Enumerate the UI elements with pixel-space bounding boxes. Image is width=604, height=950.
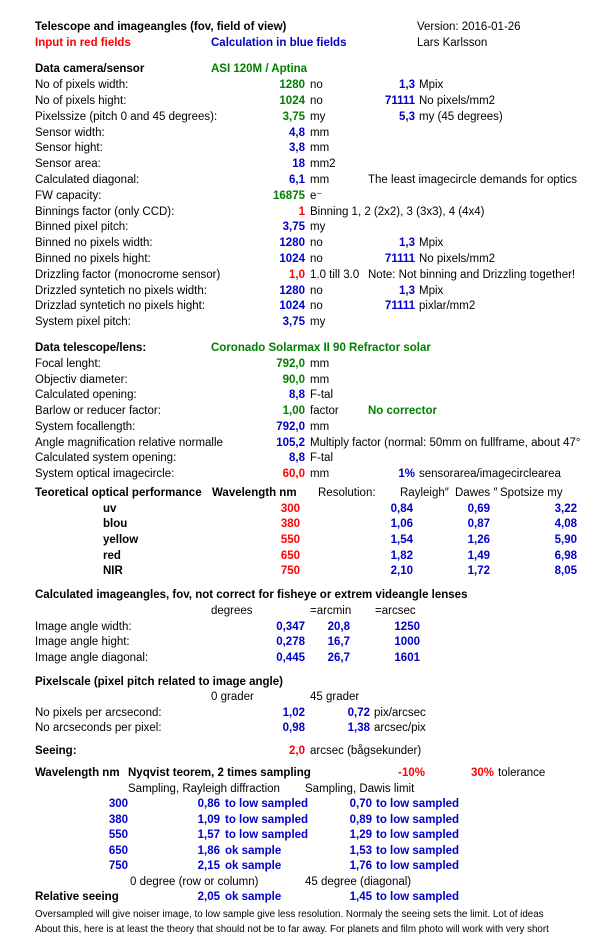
cell-1-29: 1,29 xyxy=(349,829,372,841)
cell-1-45: 1,45 xyxy=(349,891,372,903)
cell-1-49: 1,49 xyxy=(467,550,490,562)
row-54 xyxy=(0,923,604,938)
cell-no: no xyxy=(310,237,323,249)
cell-1-0-till-3-0: 1.0 till 3.0 xyxy=(310,269,360,281)
row-36 xyxy=(0,620,604,635)
cell-1-09: 1,09 xyxy=(197,814,220,826)
row-22 xyxy=(0,388,604,403)
cell-barlow-or-reducer-factor: Barlow or reducer factor: xyxy=(35,405,161,417)
cell-1000: 1000 xyxy=(394,636,420,648)
cell-to-low-sampled: to low sampled xyxy=(376,891,460,903)
cell-3-22: 3,22 xyxy=(554,503,577,515)
cell-71111: 71111 xyxy=(384,95,415,107)
cell-my: my xyxy=(310,221,326,233)
row-23 xyxy=(0,404,604,419)
cell-to-low-sampled: to low sampled xyxy=(376,829,460,841)
cell-coronado-solarmax-ii-90-refractor-solar: Coronado Solarmax II 90 Refractor solar xyxy=(211,342,431,354)
cell-650: 650 xyxy=(108,845,128,857)
row-33 xyxy=(0,564,604,579)
cell-5-90: 5,90 xyxy=(554,534,577,546)
row-43 xyxy=(0,744,604,759)
cell-seeing: Seeing: xyxy=(35,745,77,757)
cell-image-angle-hight: Image angle hight: xyxy=(35,636,130,648)
cell-0-86: 0,86 xyxy=(197,798,220,810)
row-46 xyxy=(0,797,604,812)
cell-6-98: 6,98 xyxy=(554,550,577,562)
cell-16-7: 16,7 xyxy=(327,636,350,648)
row-28 xyxy=(0,486,604,501)
cell-system-focallength: System focallength: xyxy=(35,421,136,433)
cell-mm: mm xyxy=(310,142,330,154)
cell-drizzling-factor-monocrome-sensor: Drizzling factor (monocrome sensor) xyxy=(35,269,221,281)
cell-drizzlad-syntetich-no-pixels-hight: Drizzlad syntetich no pixels hight: xyxy=(35,300,206,312)
cell-1-53: 1,53 xyxy=(349,845,372,857)
row-49 xyxy=(0,844,604,859)
cell-wavelength-nm: Wavelength nm xyxy=(212,487,297,499)
cell-6-1: 6,1 xyxy=(289,174,305,186)
row-14 xyxy=(0,252,604,267)
cell-no-pixels-mm2: No pixels/mm2 xyxy=(419,95,496,107)
cell-1-54: 1,54 xyxy=(390,534,413,546)
input-cell-1-0[interactable]: 1,0 xyxy=(289,269,305,281)
cell-1-86: 1,86 xyxy=(197,845,220,857)
cell-sensorarea-imagecirclearea: sensorarea/imagecirclearea xyxy=(419,468,561,480)
cell-0-89: 0,89 xyxy=(349,814,372,826)
cell-calculation-in-blue-fields: Calculation in blue fields xyxy=(211,37,347,49)
cell-no-of-pixels-width: No of pixels width: xyxy=(35,79,129,91)
row-11 xyxy=(0,205,604,220)
cell-calculated-imageangles-fov-not-correct-f: Calculated imageangles, fov, not correct for fisheye or extrem videangle lenses xyxy=(35,589,468,601)
cell-arcsec-pix: arcsec/pix xyxy=(374,722,426,734)
cell-about-this-here-is-at-least-the-theory-t: About this, here is at least the theory that should not be to far away. For planets and film photo will work with very short xyxy=(35,924,549,935)
cell-20-8: 20,8 xyxy=(327,621,350,633)
cell-tolerance: tolerance xyxy=(498,767,546,779)
cell-0-347: 0,347 xyxy=(276,621,305,633)
row-30 xyxy=(0,517,604,532)
cell-angle-magnification-relative-normalle: Angle magnification relative normalle xyxy=(35,437,223,449)
cell-no-pixels-per-arcsecond: No pixels per arcsecond: xyxy=(35,707,162,719)
cell-input-in-red-fields: Input in red fields xyxy=(35,37,131,49)
cell-teoretical-optical-performance: Teoretical optical performance xyxy=(35,487,202,499)
row-40 xyxy=(0,690,604,705)
cell-to-low-sampled: to low sampled xyxy=(376,860,460,872)
row-27 xyxy=(0,467,604,482)
cell-my: my xyxy=(310,111,326,123)
row-52 xyxy=(0,890,604,905)
cell-no: no xyxy=(310,95,323,107)
row-53 xyxy=(0,908,604,923)
cell-telescope-and-imageangles-fov-field-of-v: Telescope and imageangles (fov, field of view) xyxy=(35,21,287,33)
row-7 xyxy=(0,141,604,156)
cell-binned-pixel-pitch: Binned pixel pitch: xyxy=(35,221,129,233)
cell-71111: 71111 xyxy=(384,300,415,312)
cell-300: 300 xyxy=(108,798,128,810)
cell-no-arcseconds-per-pixel: No arcseconds per pixel: xyxy=(35,722,162,734)
cell-3-75: 3,75 xyxy=(282,316,305,328)
cell-to-low-sampled: to low sampled xyxy=(225,814,309,826)
cell-1-72: 1,72 xyxy=(467,565,490,577)
row-18 xyxy=(0,315,604,330)
cell-1-76: 1,76 xyxy=(349,860,372,872)
input-cell-10[interactable]: -10% xyxy=(398,767,425,779)
row-31 xyxy=(0,533,604,548)
cell-to-low-sampled: to low sampled xyxy=(225,798,309,810)
cell-sampling-dawis-limit: Sampling, Dawis limit xyxy=(305,783,415,795)
cell-no-of-pixels-hight: No of pixels hight: xyxy=(35,95,127,107)
cell-binned-no-pixels-width: Binned no pixels width: xyxy=(35,237,153,249)
cell-objectiv-diameter: Objectiv diameter: xyxy=(35,374,128,386)
cell-3-8: 3,8 xyxy=(289,142,305,154)
cell-calculated-opening: Calculated opening: xyxy=(35,389,137,401)
cell-1-26: 1,26 xyxy=(467,534,490,546)
cell-1-00: 1,00 xyxy=(282,405,305,417)
cell-degrees: degrees xyxy=(211,605,253,617)
cell-45-degree-diagonal: 45 degree (diagonal) xyxy=(305,876,412,888)
cell-binned-no-pixels-hight: Binned no pixels hight: xyxy=(35,253,151,265)
cell-to-low-sampled: to low sampled xyxy=(376,814,460,826)
cell-8-05: 8,05 xyxy=(554,565,577,577)
cell-550: 550 xyxy=(108,829,128,841)
cell-version-2016-01-26: Version: 2016-01-26 xyxy=(417,21,521,33)
row-15 xyxy=(0,268,604,283)
cell-1280: 1280 xyxy=(279,285,305,297)
cell-to-low-sampled: to low sampled xyxy=(376,845,460,857)
row-37 xyxy=(0,635,604,650)
cell-mm: mm xyxy=(310,358,330,370)
cell-2-10: 2,10 xyxy=(390,565,413,577)
cell-ok-sample: ok sample xyxy=(225,860,282,872)
cell-system-optical-imagecircle: System optical imagecircle: xyxy=(35,468,175,480)
row-25 xyxy=(0,436,604,451)
cell-1024: 1024 xyxy=(279,300,305,312)
cell-1-06: 1,06 xyxy=(390,518,413,530)
cell-ok-sample: ok sample xyxy=(225,845,282,857)
cell-binning-1-2-2x2-3-3x3-4-4x4: Binning 1, 2 (2x2), 3 (3x3), 4 (4x4) xyxy=(310,206,485,218)
row-26 xyxy=(0,451,604,466)
row-47 xyxy=(0,813,604,828)
cell-f-tal: F-tal xyxy=(310,452,333,464)
input-cell-750[interactable]: 750 xyxy=(280,565,300,577)
cell-0-98: 0,98 xyxy=(282,722,305,734)
cell-mpix: Mpix xyxy=(419,285,444,297)
cell-no: no xyxy=(310,79,323,91)
cell-8-8: 8,8 xyxy=(289,389,305,401)
cell-792-0: 792,0 xyxy=(276,358,305,370)
row-1 xyxy=(0,36,604,51)
cell-nyqvist-teorem-2-times-sampling: Nyqvist teorem, 2 times sampling xyxy=(128,767,311,779)
input-cell-60-0[interactable]: 60,0 xyxy=(282,468,305,480)
cell-0-grader: 0 grader xyxy=(211,691,254,703)
row-44 xyxy=(0,766,604,781)
row-17 xyxy=(0,299,604,314)
row-35 xyxy=(0,604,604,619)
cell-system-pixel-pitch: System pixel pitch: xyxy=(35,316,131,328)
row-5 xyxy=(0,110,604,125)
cell-mpix: Mpix xyxy=(419,79,444,91)
cell-factor: factor xyxy=(310,405,339,417)
cell-e: e⁻ xyxy=(310,190,323,202)
input-cell-550[interactable]: 550 xyxy=(280,534,300,546)
cell-4-08: 4,08 xyxy=(554,518,577,530)
cell-8-8: 8,8 xyxy=(289,452,305,464)
input-cell-2-0[interactable]: 2,0 xyxy=(289,745,305,757)
row-16 xyxy=(0,284,604,299)
cell-ok-sample: ok sample xyxy=(225,891,282,903)
cell-5-3: 5,3 xyxy=(399,111,415,123)
cell-0-degree-row-or-column: 0 degree (row or column) xyxy=(130,876,259,888)
input-cell-300[interactable]: 300 xyxy=(280,503,300,515)
cell-my: my xyxy=(310,316,326,328)
cell-1-82: 1,82 xyxy=(390,550,413,562)
row-13 xyxy=(0,236,604,251)
cell-0-278: 0,278 xyxy=(276,636,305,648)
cell-pixlar-mm2: pixlar/mm2 xyxy=(419,300,476,312)
cell-pixelscale-pixel-pitch-related-to-image-: Pixelscale (pixel pitch related to image angle) xyxy=(35,676,283,688)
input-cell-380[interactable]: 380 xyxy=(280,518,300,530)
cell-1280: 1280 xyxy=(279,79,305,91)
row-34 xyxy=(0,588,604,603)
cell-calculated-diagonal: Calculated diagonal: xyxy=(35,174,140,186)
row-32 xyxy=(0,549,604,564)
cell-arcmin: =arcmin xyxy=(310,605,352,617)
cell-sensor-width: Sensor width: xyxy=(35,127,105,139)
cell-71111: 71111 xyxy=(384,253,415,265)
cell-45-grader: 45 grader xyxy=(310,691,360,703)
cell-1-3: 1,3 xyxy=(399,79,415,91)
row-10 xyxy=(0,189,604,204)
row-2 xyxy=(0,62,604,77)
cell-drizzled-syntetich-no-pixels-width: Drizzled syntetich no pixels width: xyxy=(35,285,207,297)
cell-0-445: 0,445 xyxy=(276,652,305,664)
input-cell-30[interactable]: 30% xyxy=(470,767,494,779)
row-50 xyxy=(0,859,604,874)
row-3 xyxy=(0,78,604,93)
row-42 xyxy=(0,721,604,736)
cell-sensor-area: Sensor area: xyxy=(35,158,101,170)
cell-lars-karlsson: Lars Karlsson xyxy=(417,37,488,49)
cell-mm: mm xyxy=(310,421,330,433)
cell-mm: mm xyxy=(310,127,330,139)
cell-wavelength-nm: Wavelength nm xyxy=(35,767,120,779)
cell-792-0: 792,0 xyxy=(276,421,305,433)
cell-0-84: 0,84 xyxy=(390,503,413,515)
cell-sensor-hight: Sensor hight: xyxy=(35,142,103,154)
cell-pix-arcsec: pix/arcsec xyxy=(374,707,426,719)
cell-sampling-rayleigh-diffraction: Sampling, Rayleigh diffraction xyxy=(128,783,280,795)
cell-arcsec-b-gsekunder: arcsec (bågsekunder) xyxy=(310,745,422,757)
row-41 xyxy=(0,706,604,721)
cell-0-69: 0,69 xyxy=(467,503,490,515)
cell-yellow: yellow xyxy=(103,534,139,546)
row-24 xyxy=(0,420,604,435)
cell-to-low-sampled: to low sampled xyxy=(225,829,309,841)
row-4 xyxy=(0,94,604,109)
cell-note-not-binning-and-drizzling-together: Note: Not binning and Drizzling together! xyxy=(368,269,576,281)
cell-uv: uv xyxy=(103,503,117,515)
cell-1601: 1601 xyxy=(394,652,420,664)
cell-arcsec: =arcsec xyxy=(375,605,416,617)
cell-fw-capacity: FW capacity: xyxy=(35,190,102,202)
cell-16875: 16875 xyxy=(273,190,305,202)
cell-1-3: 1,3 xyxy=(399,285,415,297)
cell-calculated-system-opening: Calculated system opening: xyxy=(35,452,177,464)
cell-the-least-imagecircle-demands-for-optics: The least imagecircle demands for optics xyxy=(368,174,578,186)
cell-mpix: Mpix xyxy=(419,237,444,249)
cell-f-tal: F-tal xyxy=(310,389,333,401)
row-21 xyxy=(0,373,604,388)
cell-no-pixels-mm2: No pixels/mm2 xyxy=(419,253,496,265)
cell-pixelssize-pitch-0-and-45-degrees: Pixelssize (pitch 0 and 45 degrees): xyxy=(35,111,218,123)
row-45 xyxy=(0,782,604,797)
cell-0-70: 0,70 xyxy=(349,798,372,810)
row-9 xyxy=(0,173,604,188)
cell-binnings-factor-only-ccd: Binnings factor (only CCD): xyxy=(35,206,175,218)
cell-spotsize-my: Spotsize my xyxy=(500,487,563,499)
cell-asi-120m-aptina: ASI 120M / Aptina xyxy=(211,63,308,75)
cell-resolution: Resolution: xyxy=(318,487,376,499)
cell-0-87: 0,87 xyxy=(467,518,490,530)
cell-to-low-sampled: to low sampled xyxy=(376,798,460,810)
cell-no: no xyxy=(310,300,323,312)
cell-1250: 1250 xyxy=(394,621,420,633)
input-cell-650[interactable]: 650 xyxy=(280,550,300,562)
cell-my-45-degrees: my (45 degrees) xyxy=(419,111,503,123)
cell-nir: NIR xyxy=(103,565,123,577)
cell-rayleigh: Rayleigh″ xyxy=(400,487,449,499)
cell-2-05: 2,05 xyxy=(197,891,220,903)
cell-0-72: 0,72 xyxy=(347,707,370,719)
row-8 xyxy=(0,157,604,172)
cell-mm: mm xyxy=(310,174,330,186)
cell-1024: 1024 xyxy=(279,253,305,265)
cell-1-57: 1,57 xyxy=(197,829,220,841)
row-38 xyxy=(0,651,604,666)
cell-1-3: 1,3 xyxy=(399,237,415,249)
cell-380: 380 xyxy=(108,814,128,826)
cell-750: 750 xyxy=(108,860,128,872)
cell-relative-seeing: Relative seeing xyxy=(35,891,119,903)
row-29 xyxy=(0,502,604,517)
cell-no: no xyxy=(310,253,323,265)
cell-mm2: mm2 xyxy=(310,158,336,170)
cell-1280: 1280 xyxy=(279,237,305,249)
row-51 xyxy=(0,875,604,890)
cell-no-corrector: No corrector xyxy=(368,405,438,417)
row-48 xyxy=(0,828,604,843)
cell-1-38: 1,38 xyxy=(347,722,370,734)
cell-1024: 1024 xyxy=(279,95,305,107)
cell-no: no xyxy=(310,285,323,297)
cell-18: 18 xyxy=(292,158,305,170)
cell-focal-lenght: Focal lenght: xyxy=(35,358,101,370)
cell-1: 1% xyxy=(398,468,415,480)
row-19 xyxy=(0,341,604,356)
cell-2-15: 2,15 xyxy=(197,860,220,872)
cell-26-7: 26,7 xyxy=(327,652,350,664)
cell-oversampled-will-give-noiser-image-to-lo: Oversampled will give noiser image, to low sample give less resolution. Normaly the seeing sets the limit. Lot of ideas xyxy=(35,909,544,920)
row-20 xyxy=(0,357,604,372)
row-12 xyxy=(0,220,604,235)
cell-image-angle-diagonal: Image angle diagonal: xyxy=(35,652,149,664)
cell-3-75: 3,75 xyxy=(282,221,305,233)
cell-mm: mm xyxy=(310,374,330,386)
cell-3-75: 3,75 xyxy=(282,111,305,123)
cell-105-2: 105,2 xyxy=(276,437,305,449)
row-0 xyxy=(0,20,604,35)
cell-1-02: 1,02 xyxy=(282,707,305,719)
row-39 xyxy=(0,675,604,690)
cell-data-telescope-lens: Data telescope/lens: xyxy=(35,342,147,354)
cell-mm: mm xyxy=(310,468,330,480)
cell-blou: blou xyxy=(103,518,128,530)
cell-red: red xyxy=(103,550,121,562)
row-6 xyxy=(0,126,604,141)
cell-4-8: 4,8 xyxy=(289,127,305,139)
cell-data-camera-sensor: Data camera/sensor xyxy=(35,63,145,75)
cell-image-angle-width: Image angle width: xyxy=(35,621,132,633)
cell-dawes: Dawes ″ xyxy=(455,487,498,499)
cell-90-0: 90,0 xyxy=(282,374,305,386)
cell-multiply-factor-normal-50mm-on-fullframe: Multiply factor (normal: 50mm on fullframe, about 47° xyxy=(310,437,581,449)
input-cell-1[interactable]: 1 xyxy=(298,206,305,218)
